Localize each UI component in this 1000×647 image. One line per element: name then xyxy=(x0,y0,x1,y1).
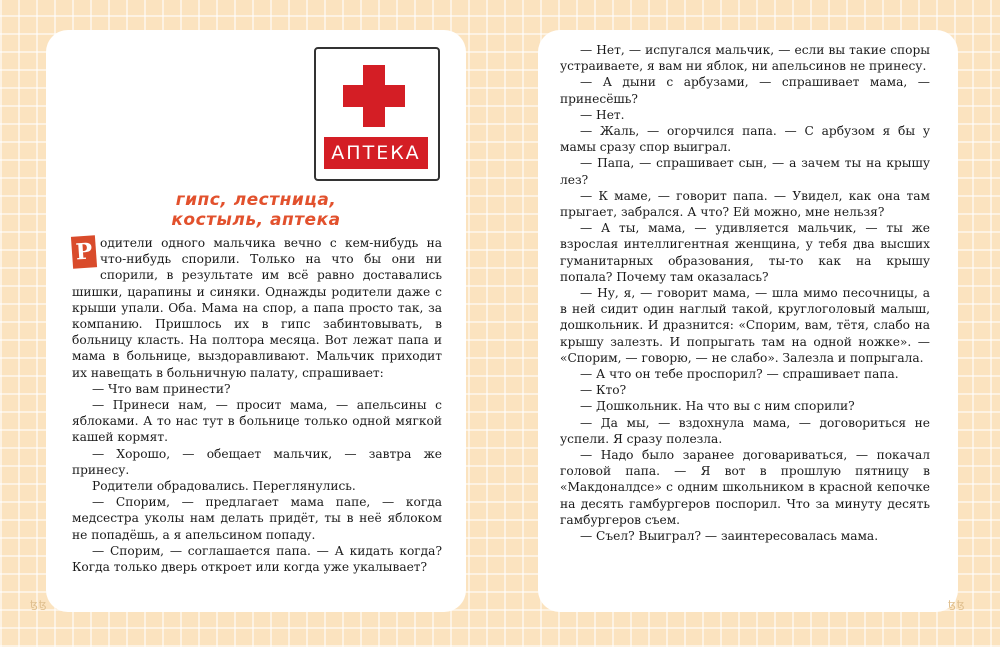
pharmacy-sign-label: АПТЕКА xyxy=(324,137,428,169)
paragraph: — Спорим, — соглашается папа. — А кидать когда? Когда только дверь откроет или когда уже укалывает? xyxy=(72,543,442,575)
right-page-text xyxy=(560,42,930,544)
paragraph: — Надо было заранее договариваться, — покачал головой папа. — Я вот в прошлую пятницу в «Макдоналдсе» с одним школьником в красной кепочке на десять гамбургеров поспорил. Что за минуту десять гамбургеров съем. xyxy=(560,448,930,527)
paragraph: — Что вам принести? xyxy=(92,381,231,396)
chapter-title-line-1: гипс, лестница, xyxy=(175,190,337,210)
paragraph: — Спорим, — предлагает мама папе, — когда медсестра уколы нам делать придёт, ты в неё яблоком не попадёшь, а я апельсином попаду. xyxy=(72,495,442,542)
page-ornament-left: ꜩꜩ xyxy=(30,598,48,611)
paragraph: — Съел? Выиграл? — заинтересовалась мама. xyxy=(580,529,879,544)
left-page-text xyxy=(72,235,442,575)
paragraph: Родители обрадовались. Переглянулись. xyxy=(92,479,356,494)
paragraph: — Дошкольник. На что вы с ним спорили? xyxy=(580,399,855,414)
chapter-title-line-2: костыль, аптека xyxy=(171,210,341,230)
paragraph: — Нет, — испугался мальчик, — если вы такие споры устраиваете, я вам ни яблок, ни апельсинов не принесу. xyxy=(560,43,930,74)
paragraph: — Хорошо, — обещает мальчик, — завтра же принесу. xyxy=(72,446,442,477)
paragraph: — Жаль, — огорчился папа. — С арбузом я бы у мамы сразу спор выиграл. xyxy=(560,124,930,155)
paragraph: — А ты, мама, — удивляется мальчик, — ты же взрослая интеллигентная женщина, у тебя два высших гуманитарных образования, ты-то как на крышу попала? Почему там оказалась? xyxy=(560,221,930,284)
pharmacy-sign xyxy=(314,47,440,181)
paragraph: — Принеси нам, — просит мама, — апельсины с яблоками. А то нас тут в больнице только одной мягкой кашей кормят. xyxy=(72,398,442,445)
red-cross-icon-bar xyxy=(343,85,405,107)
paragraph: — А что он тебе проспорил? — спрашивает папа. xyxy=(580,367,899,382)
paragraph: — Кто? xyxy=(580,383,627,398)
left-page xyxy=(46,30,466,612)
paragraph: — А дыни с арбузами, — спрашивает мама, — принесёшь? xyxy=(560,75,930,106)
drop-cap: Р xyxy=(71,235,97,269)
paragraph: — К маме, — говорит папа. — Увидел, как она там прыгает, забрался. А что? Ей можно, мне нельзя? xyxy=(560,188,930,220)
page-ornament-right: ꜩꜩ xyxy=(948,598,966,611)
paragraph: Р одители одного мальчика вечно с кем-нибудь на что-нибудь спорили. Только на что бы они ни спорили, в результате им всё равно доставались шишки, царапины и синяки. Однажды родители даже с крыши упали. Оба. Мама на спор, а папа просто так, за компанию. Пришлось их в гипс забинтовывать, в больницу класть. На полтора месяца. Вот лежат папа и мама в больнице, выздоравливают. Мальчик приходит их навещать в больничную палату, спрашивает: xyxy=(72,236,442,380)
paragraph: — Нет. xyxy=(580,107,625,122)
paragraph: — Да мы, — вздохнула мама, — договориться не успели. Я сразу полезла. xyxy=(560,415,930,446)
paragraph: — Ну, я, — говорит мама, — шла мимо песочницы, а в ней сидит один наглый такой, круглоголовый малыш, дошкольник. И дразнится: «Спорим, вам, тётя, слабо на крышу залезть. И попрыгать там на одной ножке». — «Спорим, — говорю, — не слабо». Залезла и попрыгала. xyxy=(560,286,930,365)
paragraph: — Папа, — спрашивает сын, — а зачем ты на крышу лез? xyxy=(560,156,930,187)
right-page xyxy=(538,30,958,612)
